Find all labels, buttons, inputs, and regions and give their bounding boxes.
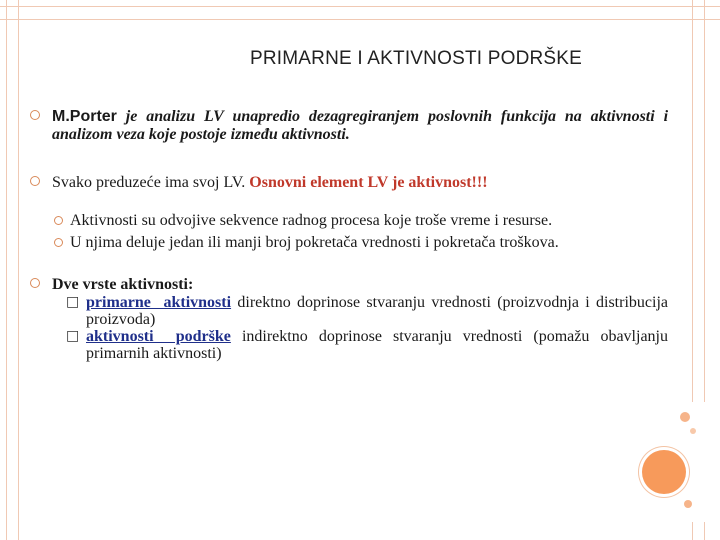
bullet-types: [30, 276, 668, 362]
type-support: [52, 328, 668, 362]
bullet2-text: Svako preduzeće ima svoj LV.: [52, 174, 250, 191]
types-heading: Dve vrste aktivnosti:: [52, 276, 194, 293]
decorative-dot: [684, 500, 692, 508]
slide-title: PRIMARNE I AKTIVNOSTI PODRŠKE: [250, 48, 583, 69]
porter-name: M.Porter: [52, 108, 117, 125]
sub-bullet-item: [54, 232, 668, 254]
bullet-circle-icon: [30, 110, 40, 120]
decorative-dot: [680, 412, 690, 422]
slide-body: [30, 108, 668, 362]
primary-activities-label: primarne aktivnosti: [86, 294, 232, 311]
frame-top-decoration: [0, 6, 720, 20]
bullet2-highlight: Osnovni element LV je aktivnost!!!: [249, 174, 488, 191]
sub-bullet-text: Aktivnosti su odvojive sekvence radnog procesa koje troše vreme i resurse.: [70, 212, 553, 229]
support-activities-text: indirektno doprinose stvaranju vrednosti (pomažu obavljanju primarnih aktivnosti): [86, 328, 668, 362]
bullet1-text-b: dezagregiranjem poslovnih funkcija na aktivnosti i analizom veza koje postoje između aktivnosti.: [52, 108, 669, 143]
checkbox-icon: □: [66, 294, 80, 310]
sub-bullet-text: U njima deluje jedan ili manji broj pokretača vrednosti i pokretača troškova.: [70, 234, 559, 251]
sub-bullet-list: [54, 210, 668, 254]
bullet-lv: [30, 174, 668, 192]
checkbox-icon: □: [66, 328, 80, 344]
decorative-dot: [690, 428, 696, 434]
support-activities-label: aktivnosti podrške: [86, 328, 231, 345]
primary-activities-text: direktno doprinose stvaranju vrednosti (proizvodnja i distribucija proizvoda): [86, 294, 668, 328]
decorative-circle: [642, 450, 686, 494]
frame-gap: [692, 402, 705, 522]
sub-bullet-circle-icon: [54, 216, 63, 225]
type-primary: [52, 294, 668, 328]
sub-bullet-circle-icon: [54, 238, 63, 247]
bullet1-text-a: je analizu LV unapredio: [116, 108, 309, 125]
bullet-circle-icon: [30, 176, 40, 186]
frame-left-decoration: [6, 0, 19, 540]
bullet-circle-icon: [30, 278, 40, 288]
bullet-porter: [30, 108, 668, 144]
sub-bullet-item: [54, 210, 668, 232]
